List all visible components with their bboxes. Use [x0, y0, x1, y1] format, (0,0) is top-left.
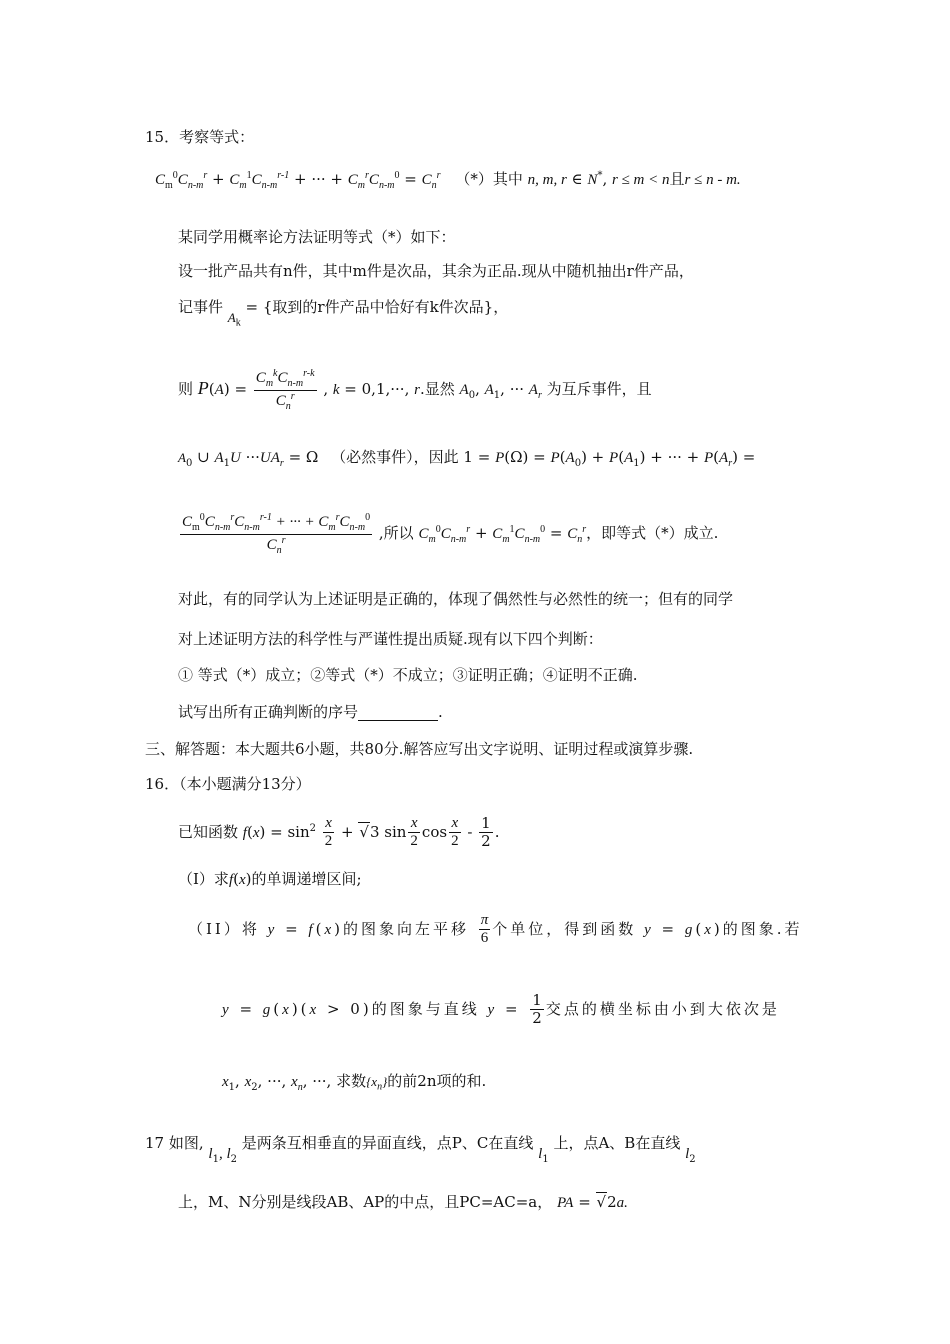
identity-equation: $C_m^0C_{n-m}^r + C_m^1C_{n-m}^{r-1}$ + ··· + $C_m^rC_{n-m}^0 = C_n^r$ （*）其中 n, m, r ∈ N*, r ≤ m < n且r ≤ n - m. [155, 170, 741, 191]
question-2-line-2: y = g(x)(x > 0)的图象与直线 y = $\frac{1}{2}$ 交点的横坐标由小到大依次是 [222, 991, 780, 1028]
probability-formula: 则 P(A) = $\frac{C_m^kC_{n-m}^{r-k}}{C_n^r}$ , k = 0,1,···, r.显然 $A_0$, $A_1$, ··· $A_r$ 为互斥事件，且 [178, 368, 652, 412]
comment-line-2: 对上述证明方法的科学性与严谨性提出质疑.现有以下四个判断： [178, 630, 603, 648]
question-2-line-3: $x_1$, $x_2$, ···, $x_n$, ···, 求数$\{x_n\}$的前2n项的和. [222, 1072, 487, 1093]
problem-17-line-2: 上，M、N分别是线段AB、AP的中点，且PC=AC=a， PA = √2a. [178, 1193, 628, 1211]
problem-16-title: 16．（本小题满分13分） [145, 775, 311, 793]
event-definition: 记事件 $A_k$ = {取到的r件产品中恰好有k件次品}， [178, 298, 509, 329]
star-label: （*）其中 [455, 170, 523, 188]
function-definition: 已知函数 $f(x) = \sin^2$ $\frac{x}{2}$ + √3 sin $\frac{x}{2}$ cos $\frac{x}{2}$ - $\frac{1}{2}$ . [178, 814, 500, 851]
section-3-heading: 三、解答题：本大题共6小题，共80分.解答应写出文字说明、证明过程或演算步骤. [145, 740, 694, 758]
proof-setup: 设一批产品共有n件，其中m件是次品，其余为正品.现从中随机抽出r件产品， [178, 262, 694, 280]
problem-17-line-1: 17 如图, $l_1$, $l_2$ 是两条互相垂直的异面直线，点P、C在直线 $l_1$ 上，点A、B在直线 $l_2$ [145, 1134, 696, 1165]
problem-15-title: 15．考察等式： [145, 128, 255, 146]
comment-line-1: 对此，有的同学认为上述证明是正确的，体现了偶然性与必然性的统一；但有的同学 [178, 590, 734, 608]
sum-formula: $\frac{C_m^0C_{n-m}^rC_{n-m}^{r-1} + \cdot\cdot\cdot + C_m^rC_{n-m}^0}{C_n^r}$ ,所以 $C_m^0C_{n-m}^r + C_m^1C_{n-m}^0 = C_n^r$，即等式（*）成立. [182, 512, 719, 556]
answer-prompt: 试写出所有正确判断的序号 . [178, 703, 443, 721]
union-line: $A_0$ ∪ $A_1U \cdot\cdot\cdot UA_r = \Omega$ （必然事件），因此 $1 = P(\Omega) = P(A_0) + P(A_1)$ + ··· + $P(A_r)$ = [178, 448, 756, 469]
proof-intro: 某同学用概率论方法证明等式（*）如下： [178, 228, 456, 246]
judgement-options: ① 等式（*）成立；②等式（*）不成立；③证明正确；④证明不正确. [178, 666, 638, 684]
question-2-line-1: （II）将 y = f(x)的图象向左平移 $\frac{\pi}{6}$ 个单位，得到函数 y = g(x)的图象.若 [188, 912, 803, 947]
answer-blank[interactable] [358, 706, 438, 721]
question-1: （I）求f(x)的单调递增区间; [178, 870, 362, 888]
